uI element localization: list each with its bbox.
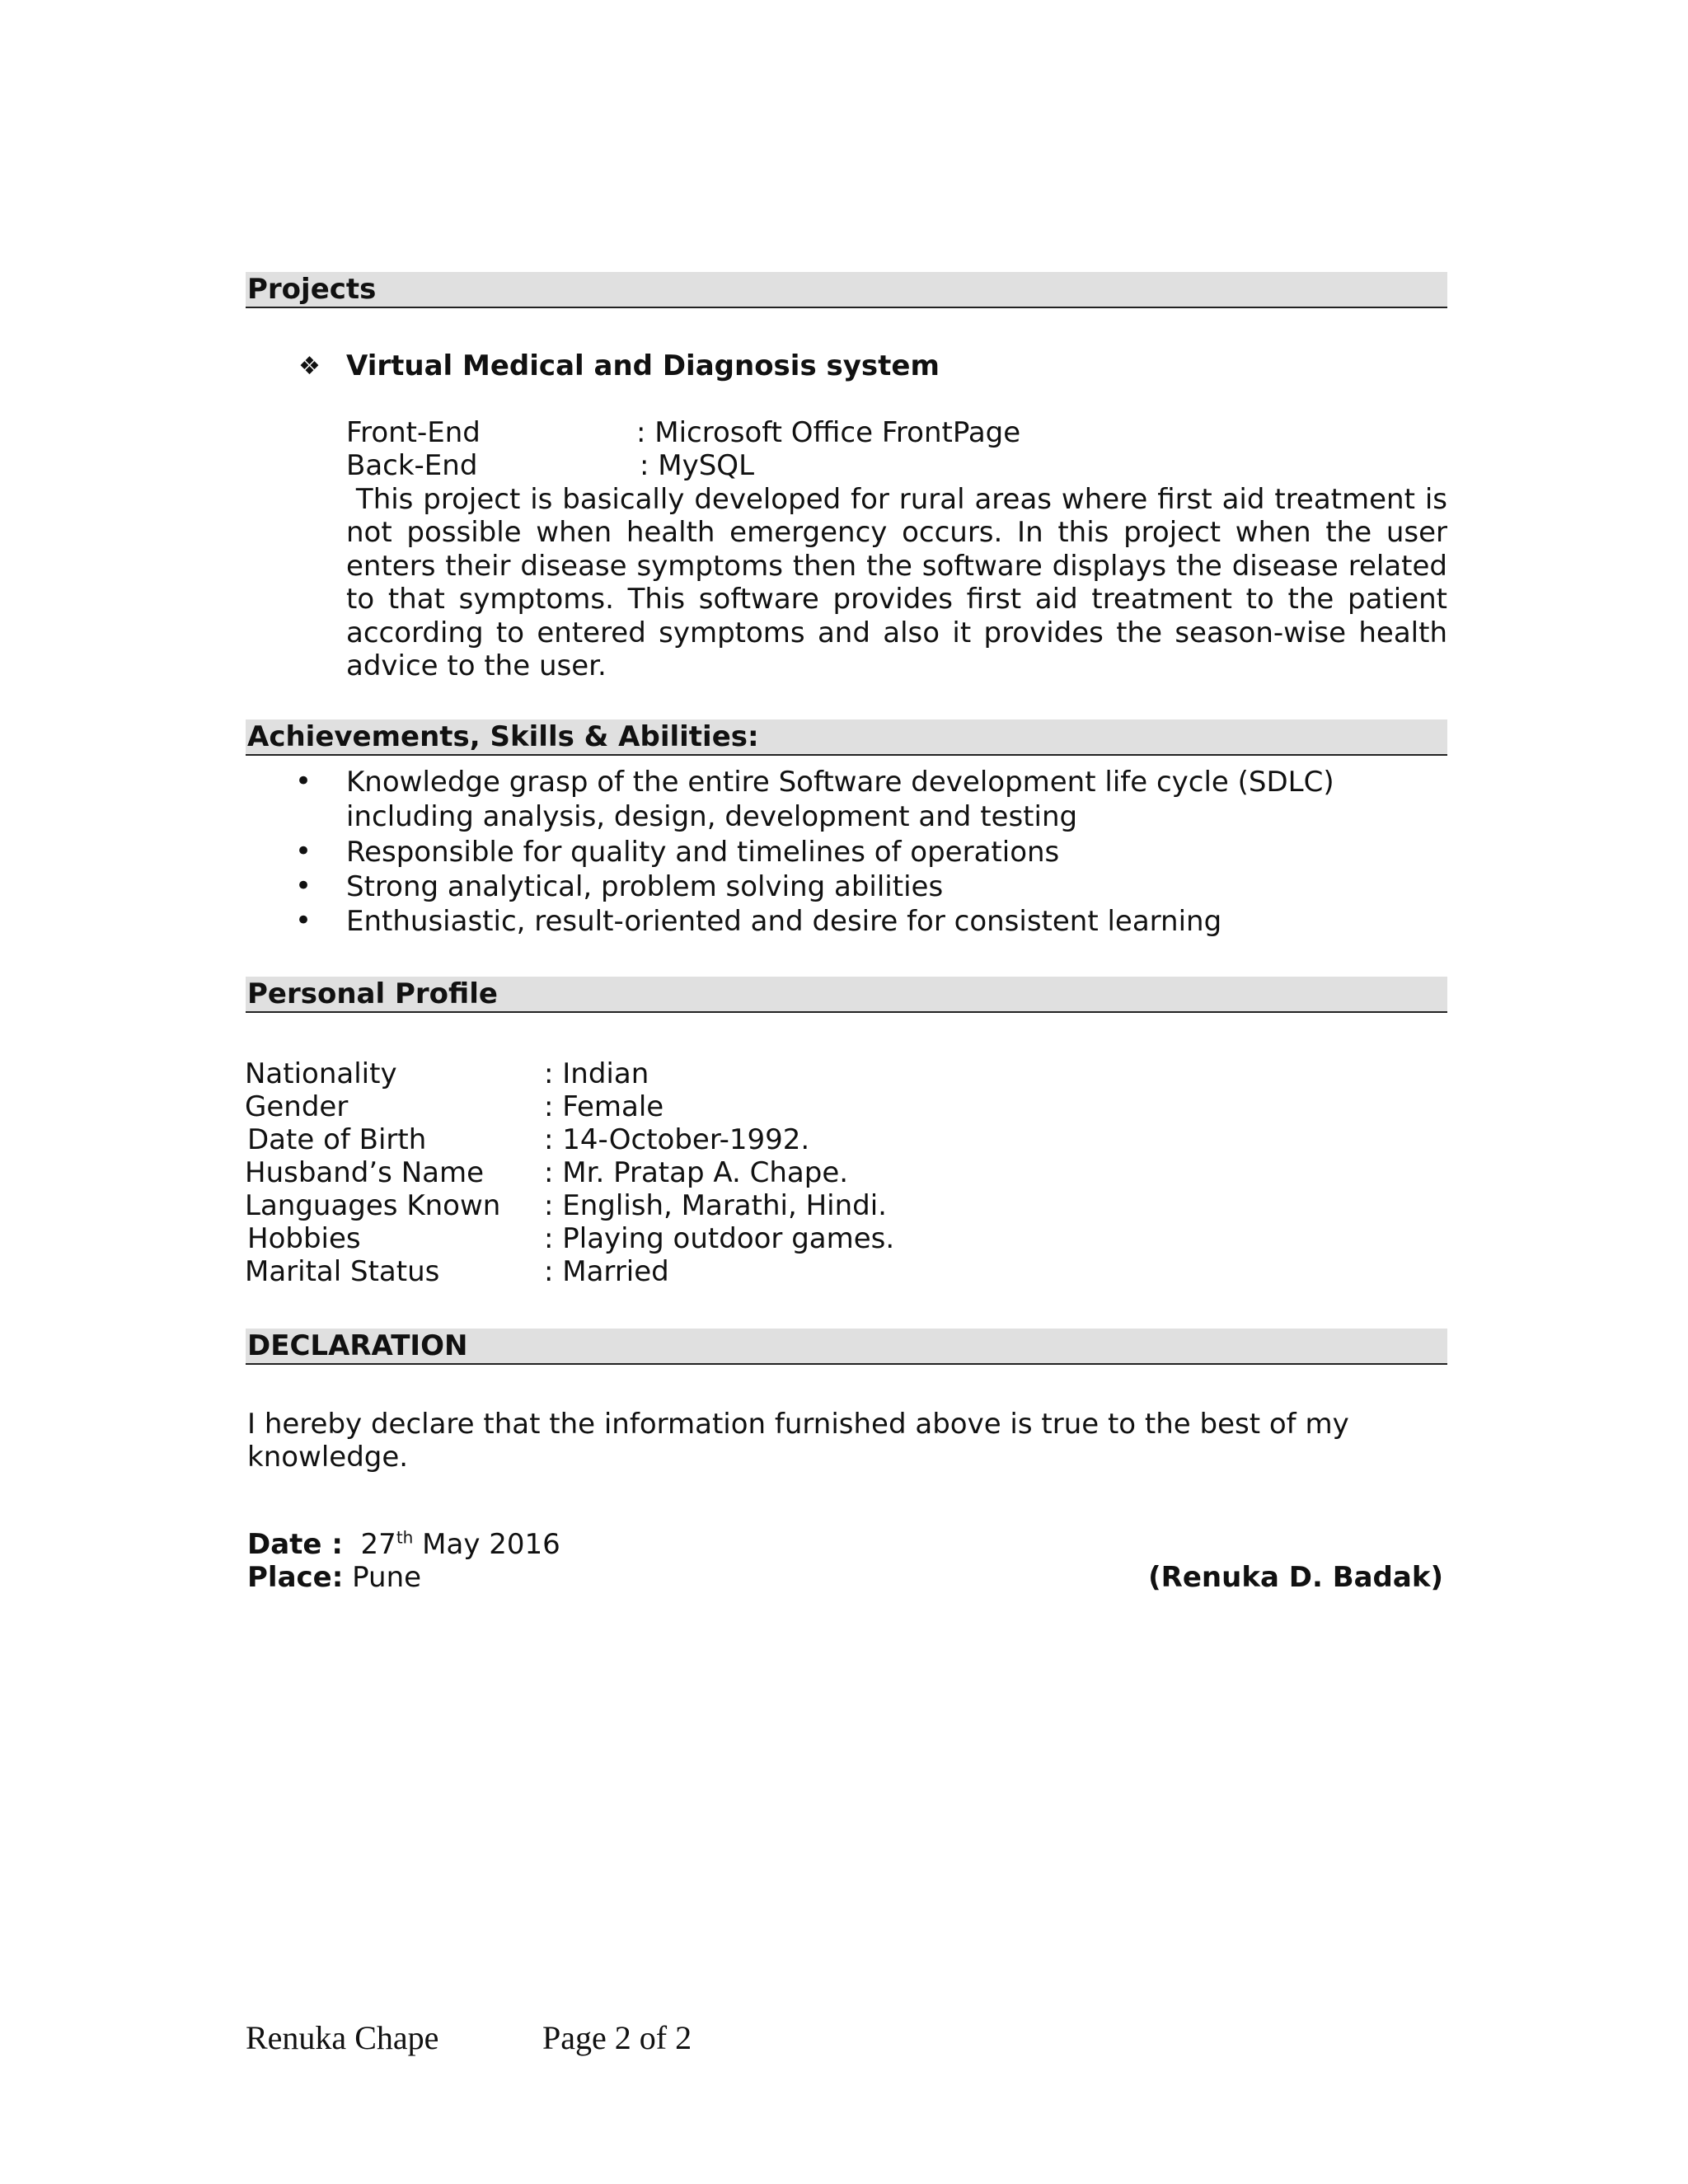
profile-label-husband: Husband’s Name <box>245 1156 485 1189</box>
date-day: 27 <box>360 1528 396 1561</box>
front-end-label: Front-End <box>346 416 481 449</box>
achievement-text: Enthusiastic, result-oriented and desire for consistent learning <box>346 905 1222 938</box>
projects-heading: Projects <box>247 273 377 306</box>
footer-name: Renuka Chape <box>246 2019 439 2056</box>
place-label: Place: <box>247 1561 344 1594</box>
project-description: This project is basically developed for rural areas where first aid treatment is not possible when health emergency occurs. In this project when the user enters their disease symptoms then the software displays the disease related to that symptoms. This software provides first aid treatment to the patient according to entered symptoms and also it provides the season-wise health advice to the user. <box>346 483 1456 683</box>
project-title: Virtual Medical and Diagnosis system <box>346 349 940 382</box>
personal-profile-section-header <box>246 977 1447 1013</box>
back-end-label: Back-End <box>346 449 478 482</box>
date-rest: May 2016 <box>413 1528 560 1561</box>
profile-label-marital: Marital Status <box>245 1255 440 1288</box>
footer-page-number: Page 2 of 2 <box>542 2019 692 2056</box>
profile-label-hobbies: Hobbies <box>247 1222 361 1255</box>
declaration-text: I hereby declare that the information furnished above is true to the best of my knowledge. <box>247 1408 1349 1474</box>
bullet-icon: • <box>295 835 312 868</box>
achievements-section-header <box>246 719 1447 756</box>
achievements-heading: Achievements, Skills & Abilities: <box>247 720 759 753</box>
declaration-heading: DECLARATION <box>247 1329 468 1362</box>
profile-value-marital: : Married <box>544 1255 669 1288</box>
achievement-text: Knowledge grasp of the entire Software development life cycle (SDLC) including analysis, design, development and testing <box>346 766 1334 833</box>
profile-value-husband: : Mr. Pratap A. Chape. <box>544 1156 849 1189</box>
profile-label-dob: Date of Birth <box>247 1123 427 1156</box>
place-value: Pune <box>343 1561 422 1594</box>
bullet-icon: • <box>295 904 312 937</box>
date-label: Date : <box>247 1528 343 1561</box>
front-end-value: : Microsoft Office FrontPage <box>636 416 1021 449</box>
bullet-icon: • <box>295 765 312 798</box>
diamond-bullet-icon: ❖ <box>298 352 321 381</box>
signatory-name: (Renuka D. Badak) <box>1148 1561 1443 1594</box>
profile-value-nationality: : Indian <box>544 1057 649 1090</box>
achievement-text: Strong analytical, problem solving abilities <box>346 870 944 903</box>
profile-label-gender: Gender <box>245 1090 349 1123</box>
place-line <box>247 1561 421 1594</box>
date-line <box>247 1528 560 1561</box>
profile-value-languages: : English, Marathi, Hindi. <box>544 1189 887 1222</box>
projects-section-header <box>246 272 1447 308</box>
date-suffix: th <box>396 1527 414 1548</box>
profile-value-dob: : 14-October-1992. <box>544 1123 810 1156</box>
declaration-section-header <box>246 1329 1447 1365</box>
profile-value-hobbies: : Playing outdoor games. <box>544 1222 895 1255</box>
achievement-text: Responsible for quality and timelines of operations <box>346 836 1060 869</box>
personal-profile-heading: Personal Profile <box>247 977 498 1010</box>
profile-label-nationality: Nationality <box>245 1057 397 1090</box>
bullet-icon: • <box>295 869 312 902</box>
back-end-value: : MySQL <box>640 449 755 482</box>
profile-value-gender: : Female <box>544 1090 664 1123</box>
profile-label-languages: Languages Known <box>245 1189 501 1222</box>
